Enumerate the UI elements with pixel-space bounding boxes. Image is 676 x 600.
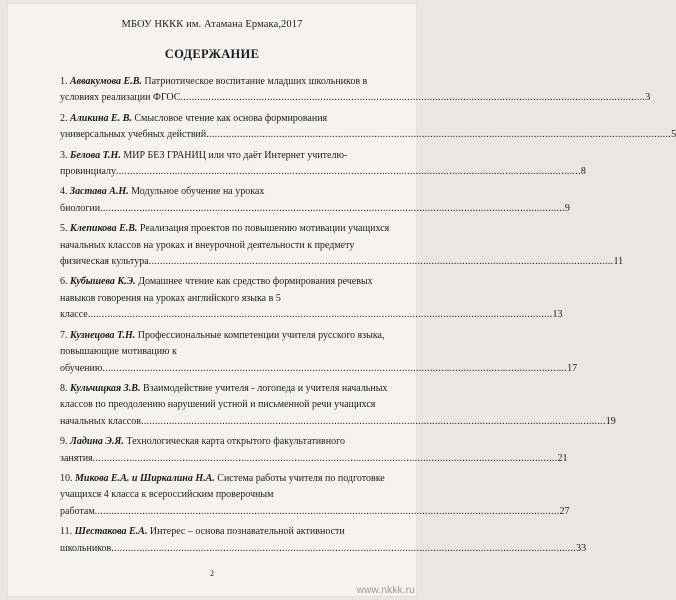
toc-entry-title: работам <box>60 505 95 517</box>
toc-entry-title: МИР БЕЗ ГРАНИЦ или что даёт Интернет учителю- <box>123 149 348 161</box>
dot-leader <box>88 309 553 320</box>
toc-entry-text <box>60 436 345 447</box>
page-title: СОДЕРЖАНИЕ <box>164 47 260 61</box>
toc-entry-text <box>60 256 149 267</box>
toc-entry-title: Реализация проектов по повышению мотивации учащихся <box>139 223 390 235</box>
dot-leader <box>116 166 581 177</box>
toc-entry-author: Аввакумова Е.В. <box>70 76 142 87</box>
toc-entry-text <box>60 453 93 464</box>
toc-entry-author: Шестакова Е.А. <box>74 526 148 538</box>
toc-entry-title: условиях реализации ФГОС <box>60 92 181 104</box>
toc-entry-title: Патриотическое воспитание младших школьников в <box>144 76 368 87</box>
toc-entry-line <box>60 148 400 164</box>
toc-entry-author: Ладина Э.Я. <box>70 436 124 448</box>
toc-entry-line <box>60 238 400 254</box>
toc-entry-text <box>60 276 373 287</box>
toc-entry-title: Система работы учителя по подготовке <box>217 472 385 484</box>
toc-entry <box>60 221 624 270</box>
toc-entry-text <box>60 129 206 140</box>
toc-entry-number: 8. <box>60 382 68 394</box>
toc-entry-text <box>60 416 141 427</box>
toc-entry-number: 3. <box>60 149 68 161</box>
dot-leader <box>100 203 565 214</box>
toc-entry-line <box>60 127 676 143</box>
toc-entry <box>60 471 570 520</box>
toc-entry-text <box>60 330 384 341</box>
site-watermark: www.nkkk.ru <box>356 585 415 596</box>
toc-entry-line <box>60 487 400 503</box>
toc-entry-author: Кульчицкая З.В. <box>70 382 141 394</box>
toc-entry-text <box>60 113 327 124</box>
toc-entry <box>60 434 568 467</box>
toc-page-number: 5 <box>671 129 676 141</box>
toc-entry-title: Взаимодействие учителя - логопеда и учителя начальных <box>142 382 388 394</box>
dot-leader <box>141 416 606 427</box>
toc-entry-text <box>60 473 385 484</box>
toc-entry-text <box>60 240 354 251</box>
table-of-contents <box>60 74 676 561</box>
toc-entry-author: Микова Е.А. и Ширкалина Н.А. <box>75 472 215 484</box>
toc-entry-text <box>60 489 273 500</box>
toc-page-number: 21 <box>557 452 568 464</box>
toc-entry-title: физическая культура <box>60 256 149 268</box>
toc-entry-title: Смысловое чтение как основа формирования <box>134 112 328 124</box>
toc-entry-line <box>60 381 400 397</box>
toc-entry-line <box>60 307 563 323</box>
toc-entry-text <box>60 186 264 197</box>
toc-entry-title: классе <box>60 309 88 321</box>
toc-entry-title: повышающие мотивацию к <box>60 346 177 358</box>
toc-entry-number: 2. <box>60 112 68 124</box>
toc-entry-number: 10. <box>60 472 73 484</box>
toc-entry-line <box>60 397 400 413</box>
toc-entry-line <box>60 74 400 90</box>
toc-entry-author: Белова Т.Н. <box>70 149 121 161</box>
toc-entry-text <box>60 309 88 320</box>
toc-entry-line <box>60 434 400 450</box>
toc-page-number: 8 <box>580 166 586 178</box>
toc-entry <box>60 274 563 323</box>
toc-entry-text <box>60 346 177 357</box>
toc-entry <box>60 328 578 377</box>
toc-entry-number: 6. <box>60 276 68 288</box>
toc-entry-line <box>60 291 400 307</box>
toc-page-number: 33 <box>576 542 587 554</box>
toc-entry-title: обучению <box>60 362 103 374</box>
toc-entry-author: Клепикова Е.В. <box>70 223 138 235</box>
toc-page-number: 9 <box>564 202 570 214</box>
toc-entry-title: классов по преодолению нарушений устной и письменной речи учащихся <box>60 399 376 411</box>
toc-entry-title: провинциалу <box>60 166 116 178</box>
dot-leader <box>95 506 560 517</box>
toc-entry-text <box>60 363 102 374</box>
dot-leader <box>206 129 671 140</box>
toc-entry-title: Технологическая карта открытого факультативного <box>126 436 345 448</box>
toc-entry-text <box>60 150 347 161</box>
toc-entry-author: Застава А.Н. <box>70 186 129 198</box>
toc-entry <box>60 111 676 144</box>
toc-entry-line <box>60 254 624 270</box>
toc-entry-line <box>60 184 400 200</box>
toc-entry-title: навыков говорения на уроках английского языка в 5 <box>60 292 281 304</box>
toc-entry-text <box>60 203 100 214</box>
toc-page-number: 19 <box>605 415 616 427</box>
dot-leader <box>111 543 576 554</box>
toc-entry-number: 4. <box>60 186 68 198</box>
toc-page-number: 3 <box>645 92 651 104</box>
dot-leader <box>180 92 645 103</box>
toc-entry-text <box>60 92 180 103</box>
toc-entry-title: Домашнее чтение как средство формирования речевых <box>138 276 373 288</box>
dot-leader <box>102 363 567 374</box>
toc-entry-number: 11. <box>60 526 73 538</box>
toc-entry-number: 5. <box>60 223 68 235</box>
toc-entry <box>60 184 570 217</box>
toc-entry-title: универсальных учебных действий <box>60 129 207 141</box>
toc-entry-title: биологии <box>60 202 101 214</box>
toc-entry-line <box>60 328 400 344</box>
toc-entry-line <box>60 90 651 106</box>
toc-entry-line <box>60 541 587 557</box>
toc-page-number: 11 <box>613 256 624 268</box>
page-number: 2 <box>210 569 214 578</box>
toc-page-number: 27 <box>559 505 570 517</box>
toc-entry-text <box>60 293 281 304</box>
dot-leader <box>149 256 614 267</box>
toc-entry-number: 1. <box>60 76 68 87</box>
toc-entry-title: школьников <box>60 542 112 554</box>
toc-entry-title: начальных классов на уроках и внеурочной деятельности к предмету <box>60 239 355 251</box>
toc-entry-title: Профессиональные компетенции учителя русского языка, <box>137 329 385 341</box>
toc-entry-line <box>60 164 586 180</box>
toc-entry-title: Модульное обучение на уроках <box>131 186 265 198</box>
document-page <box>8 4 676 596</box>
toc-entry-title: учащихся 4 класса к всероссийским проверочным <box>60 489 274 501</box>
toc-entry-text <box>60 223 389 234</box>
toc-entry <box>60 524 587 557</box>
dot-leader <box>93 453 558 464</box>
toc-entry-line <box>60 471 400 487</box>
toc-entry-line <box>60 201 570 217</box>
toc-entry-line <box>60 274 400 290</box>
toc-page-number: 13 <box>552 309 563 321</box>
document-header: МБОУ НККК им. Атамана Ермака,2017 <box>121 19 303 30</box>
toc-page-number: 17 <box>567 362 578 374</box>
toc-entry-line <box>60 451 568 467</box>
toc-entry-text <box>60 399 375 410</box>
toc-entry-text <box>60 383 387 394</box>
toc-entry-number: 9. <box>60 436 68 448</box>
toc-entry-line <box>60 414 616 430</box>
toc-entry-text <box>60 166 116 177</box>
toc-entry-line <box>60 344 400 360</box>
toc-entry-text <box>60 543 111 554</box>
toc-entry-author: Аликина Е. В. <box>70 112 132 124</box>
toc-entry-line <box>60 524 400 540</box>
toc-entry-text <box>60 526 345 537</box>
toc-entry <box>60 74 651 107</box>
toc-entry-text <box>60 506 95 517</box>
toc-entry-author: Кубышева К.Э. <box>70 276 136 288</box>
toc-entry-line <box>60 111 400 127</box>
toc-entry-title: начальных классов <box>60 415 141 427</box>
toc-entry-text <box>60 76 367 87</box>
toc-entry <box>60 381 616 430</box>
toc-entry-number: 7. <box>60 329 68 341</box>
toc-entry-title: Интерес – основа познавательной активности <box>149 526 345 538</box>
toc-entry-author: Кузнецова Т.Н. <box>70 329 136 341</box>
toc-entry-line <box>60 361 578 377</box>
toc-entry-title: занятия <box>60 452 93 464</box>
toc-entry-line <box>60 504 570 520</box>
toc-entry-line <box>60 221 400 237</box>
toc-entry <box>60 148 586 181</box>
